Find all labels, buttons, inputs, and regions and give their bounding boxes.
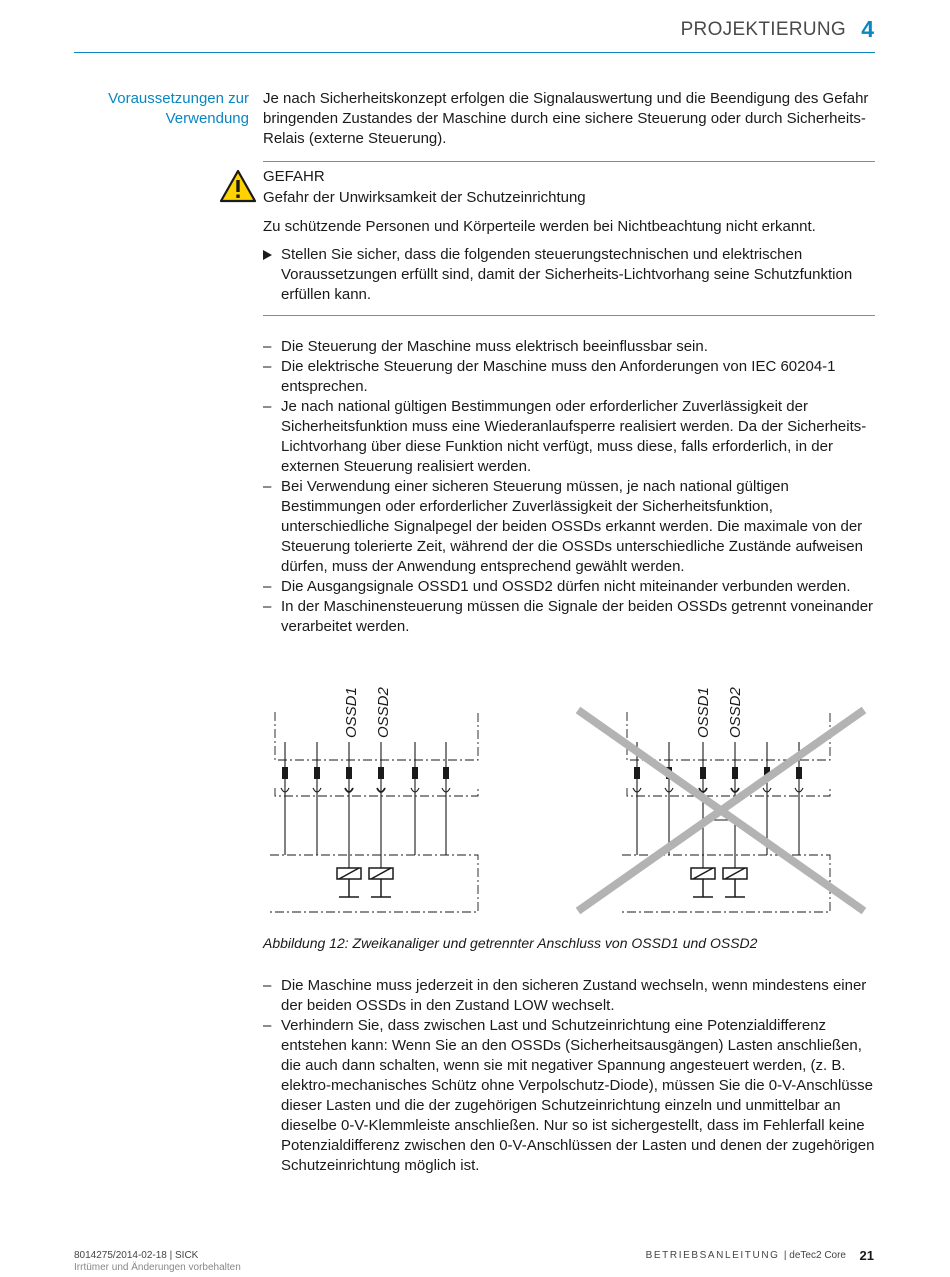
list-item: – Die Steuerung der Maschine muss elektrisch beeinflussbar sein. (263, 338, 708, 355)
figure-caption: Abbildung 12: Zweikanaliger und getrennter Anschluss von OSSD1 und OSSD2 (263, 935, 758, 951)
ossd1-label-left: OSSD1 (343, 687, 360, 738)
list-item: – Verhindern Sie, dass zwischen Last und Schutzeinrichtung eine Potenzialdifferenz entstehen kann: Wenn Sie an den OSSDs (Sicherheitsausgängen) Lasten anschließen, die auch dann schalten, wenn sie mit negativer Spannung angesteuert werden, (z. B. elektro-mechanisches Schütz ohne Verpolschutz-Diode), müssen Sie die 0-V-Anschlüsse dieser Lasten und die der zugehörigen Schutzeinrichtung einzeln und unmittelbar an dieselbe 0-V-Klemmleiste anschließen. Nur so ist sichergestellt, dass im Fehlerfall keine Potenzialdifferenz zwischen den 0-V-Anschlüssen der Lasten und denen der zugehörigen Schutzeinrichtung möglich ist. (263, 1017, 875, 1174)
section-title: PROJEKTIERUNG (680, 19, 846, 40)
danger-title: GEFAHR (263, 168, 325, 185)
ossd2-label-right: OSSD2 (727, 687, 744, 738)
sidebar-heading (74, 89, 249, 129)
list-item: – Bei Verwendung einer sicheren Steuerung müssen, je nach national gültigen Bestimmungen oder erforderlicher Zuverlässigkeit der Sicherheitsfunktion, unterschiedliche Signalpegel der beiden OSSDs erkannt werden. Die maximale von der Steuerung tolerierte Zeit, während der die OSSDs unterschiedliche Zustände aufweisen dürfen, muss der Anwendung entsprechend gewählt werden. (263, 478, 863, 575)
ossd1-label-right: OSSD1 (695, 687, 712, 738)
list-item: – In der Maschinensteuerung müssen die Signale der beiden OSSDs getrennt voneinander verarbeitet werden. (263, 598, 874, 635)
page-number: 21 (859, 1248, 874, 1263)
sidebar-heading-line2: Verwendung (165, 110, 249, 127)
chapter-number: 4 (861, 16, 874, 42)
danger-action (263, 245, 875, 305)
safety-list (263, 976, 875, 1176)
footer-left (74, 1250, 241, 1274)
danger-bottom-rule (263, 315, 875, 316)
list-item: – Die Ausgangsignale OSSD1 und OSSD2 dürfen nicht miteinander verbunden werden. (263, 578, 851, 595)
list-item: – Die Maschine muss jederzeit in den sicheren Zustand wechseln, wenn mindestens einer der beiden OSSDs in den Zustand LOW wechselt. (263, 977, 867, 1014)
danger-top-rule (263, 161, 875, 162)
header-rule (74, 52, 875, 53)
requirements-list (263, 337, 875, 637)
sidebar-heading-line1: Voraussetzungen zur (108, 90, 249, 107)
arrow-right-icon (263, 250, 272, 260)
ossd-wiring-figure (262, 682, 882, 922)
document-id: 8014275/2014-02-18 | SICK (74, 1250, 199, 1261)
danger-action-text: Stellen Sie sicher, dass die folgenden steuerungstechnischen und elektrischen Voraussetzungen erfüllt sind, damit der Sicherheits-Lichtvorhang seine Schutzfunktion erfüllen kann. (281, 246, 853, 303)
disclaimer: Irrtümer und Änderungen vorbehalten (74, 1262, 241, 1273)
danger-subtitle: Gefahr der Unwirksamkeit der Schutzeinrichtung (263, 189, 586, 206)
footer-right (646, 1250, 846, 1261)
danger-text: Zu schützende Personen und Körperteile werden bei Nichtbeachtung nicht erkannt. (263, 218, 816, 235)
ossd2-label-left: OSSD2 (375, 687, 392, 738)
manual-label: BETRIEBSANLEITUNG (645, 1250, 780, 1261)
list-item: – Die elektrische Steuerung der Maschine muss den Anforderungen von IEC 60204-1 entsprechen. (263, 358, 836, 395)
correct-wiring-diagram (270, 712, 478, 912)
intro-paragraph: Je nach Sicherheitskonzept erfolgen die Signalauswertung und die Beendigung des Gefahr bringenden Zustandes der Maschine durch eine sichere Steuerung oder durch Sicherheits-Relais (externe Steuerung). (263, 90, 869, 147)
list-item: – Je nach national gültigen Bestimmungen oder erforderlicher Zuverlässigkeit der Sicherheitsfunktion muss eine Wiederanlaufsperre realisiert werden. Da der Sicherheits-Lichtvorhang über diese Funktion nicht verfügt, muss diese, falls erforderlich, in der externen Steuerung realisiert werden. (263, 398, 867, 475)
product-name: | deTec2 Core (783, 1250, 846, 1261)
warning-triangle-icon (219, 169, 257, 203)
cross-out-mark (578, 710, 864, 911)
